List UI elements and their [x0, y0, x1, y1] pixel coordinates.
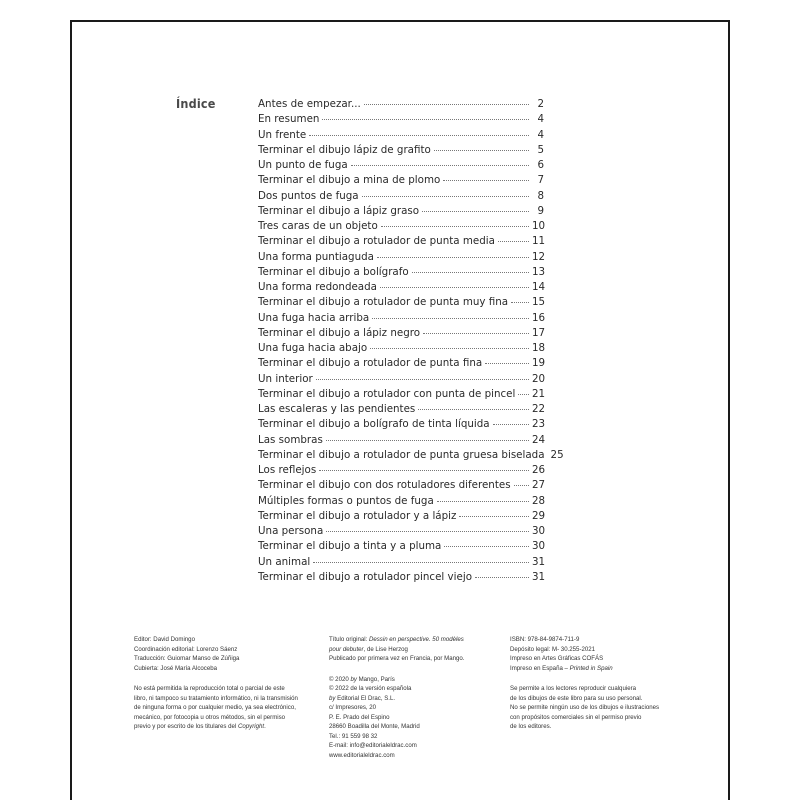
- toc-entry-page: 14: [532, 281, 546, 293]
- toc-dot-leader: [380, 277, 529, 288]
- toc-dot-leader: [475, 567, 529, 578]
- toc-dot-leader: [319, 460, 529, 471]
- toc-entry-page: 18: [532, 342, 546, 354]
- toc-entry-title: Una forma puntiaguda: [258, 250, 374, 263]
- toc-entry-title: Una fuga hacia arriba: [258, 311, 370, 324]
- permission-line: Se permite a los lectores reproducir cualquiera: [510, 685, 636, 692]
- legal-line: mecánico, por fotocopia u otros métodos, sin el permiso: [134, 713, 286, 721]
- toc-entry-page: 29: [532, 509, 546, 522]
- toc-dot-leader: [372, 308, 529, 319]
- toc-dot-leader: [326, 521, 529, 532]
- toc-entry-page: 26: [532, 464, 546, 476]
- toc-entry-page: 21: [532, 387, 546, 400]
- toc-dot-leader: [423, 323, 529, 334]
- toc-entry-page: 10: [532, 220, 546, 232]
- legal-line: de ninguna forma o por cualquier medio, ya sea electrónico,: [134, 704, 296, 711]
- permission-line: No se permite ningún uso de los dibujos e ilustraciones: [510, 704, 660, 711]
- toc-heading: Índice: [176, 96, 216, 111]
- toc-entry-page: 4: [537, 113, 544, 126]
- toc-entry-page: 6: [537, 159, 544, 171]
- toc-entry-title: Un frente: [258, 128, 307, 141]
- toc-dot-leader: [443, 170, 529, 181]
- toc-entry-page: 8: [537, 189, 544, 202]
- toc-dot-leader: [511, 292, 529, 303]
- toc-dot-leader: [498, 231, 529, 242]
- toc-entry-page: 2: [537, 98, 544, 110]
- toc-entry-title: Una forma redondeada: [258, 281, 377, 293]
- legal-deposit: Depósito legal: M- 30.255-2021: [510, 645, 596, 653]
- toc-entry-page: 19: [532, 357, 546, 370]
- toc-entry-title: En resumen: [258, 113, 320, 126]
- toc-entry-page: 15: [532, 296, 546, 309]
- toc-entry-title: Tres caras de un objeto: [258, 220, 378, 232]
- toc-entry-title: Un interior: [258, 372, 313, 385]
- toc-dot-leader: [459, 506, 529, 517]
- toc-entry-title: Terminar el dibujo a bolígrafo: [258, 265, 409, 278]
- toc-dot-leader: [370, 338, 529, 349]
- credits-isbn-column: [510, 635, 700, 732]
- toc-entry-page: 11: [532, 235, 546, 248]
- toc-entry: [258, 432, 544, 447]
- toc-dot-leader: [493, 414, 529, 425]
- toc-entry-title: Terminar el dibujo a bolígrafo de tinta líquida: [258, 418, 490, 431]
- cover-credit: Cubierta: José María Alcoceba: [134, 664, 217, 672]
- toc-entry-page: 30: [532, 525, 546, 537]
- toc-dot-leader: [381, 216, 529, 227]
- toc-entry-title: Antes de empezar...: [258, 98, 361, 110]
- toc-entry-title: Terminar el dibujo a rotulador pincel viejo: [258, 570, 472, 583]
- toc-entry-page: 23: [532, 418, 546, 431]
- toc-entry-title: Terminar el dibujo a rotulador con punta de pincel: [258, 387, 516, 400]
- toc-entry-page: 22: [532, 403, 546, 415]
- email-link[interactable]: E-mail: info@editorialeldrac.com: [329, 742, 417, 749]
- toc-dot-leader: [313, 552, 529, 563]
- credits-editorial-column: [134, 635, 324, 732]
- toc-entry-title: Terminar el dibujo a lápiz graso: [258, 204, 420, 217]
- toc-entry-title: Una persona: [258, 525, 324, 537]
- toc-entry-page: 28: [532, 494, 546, 507]
- toc-entry-page: 7: [537, 174, 544, 187]
- coordination-credit: Coordinación editorial: Lorenzo Sáenz: [134, 645, 238, 653]
- toc-dot-leader: [316, 369, 529, 380]
- phone: Tel.: 91 559 98 32: [329, 732, 378, 740]
- toc-dot-leader: [418, 399, 529, 410]
- website-link[interactable]: www.editorialeldrac.com: [329, 751, 395, 759]
- toc-dot-leader: [362, 186, 529, 197]
- toc-entry-title: Las sombras: [258, 433, 323, 446]
- toc-entry-page: 24: [532, 433, 546, 446]
- printer: Impreso en Artes Gráficas COFÁS: [510, 655, 604, 662]
- first-publication: Publicado por primera vez en Francia, por Mango.: [329, 655, 465, 662]
- publisher-name: by Editorial El Drac, S.L.: [329, 694, 396, 702]
- toc-entry-title: Un punto de fuga: [258, 159, 348, 171]
- toc-entry-page: 12: [532, 250, 546, 263]
- translation-credit: Traducción: Guiomar Manso de Zúñiga: [134, 655, 240, 662]
- toc-entry-title: Las escaleras y las pendientes: [258, 403, 416, 415]
- toc-entry-title: Terminar el dibujo a tinta y a pluma: [258, 540, 442, 553]
- toc-entry-title: Una fuga hacia abajo: [258, 342, 368, 354]
- toc-entry-page: 20: [532, 372, 546, 385]
- toc-entry-title: Un animal: [258, 555, 311, 568]
- toc-dot-leader: [326, 430, 529, 441]
- toc-entry: [258, 569, 544, 584]
- printed-in: Impreso en España – Printed in Spain: [510, 664, 613, 672]
- original-title-line: Título original: Dessin en perspective. 50 modèles: [329, 636, 464, 643]
- toc-dot-leader: [322, 109, 529, 120]
- credits-publisher-column: [329, 635, 509, 760]
- toc-entry-page: 30: [532, 540, 546, 553]
- permission-line: de los editores.: [510, 723, 552, 730]
- toc-dot-leader: [437, 491, 529, 502]
- toc-dot-leader: [514, 475, 529, 486]
- toc-entry: [258, 279, 544, 294]
- toc-entry: [258, 371, 544, 386]
- toc-dot-leader: [377, 247, 529, 258]
- toc-entry-page: 9: [537, 204, 544, 217]
- toc-entry-title: Terminar el dibujo con dos rotuladores diferentes: [258, 479, 511, 492]
- editor-credit: Editor: David Domingo: [134, 636, 195, 643]
- toc-entry-page: 31: [532, 555, 546, 568]
- permission-line: de los dibujos de este libro para su uso personal.: [510, 694, 643, 702]
- copyright-original: © 2020 by Mango, París: [329, 675, 395, 683]
- copyright-spanish: © 2022 de la versión española: [329, 685, 412, 692]
- toc-dot-leader: [412, 262, 529, 273]
- toc-entry-title: Terminar el dibujo a lápiz negro: [258, 326, 421, 339]
- legal-line: libro, ni tampoco su tratamiento informático, ni la transmisión: [134, 694, 298, 702]
- address-line: P. E. Prado del Espino: [329, 713, 390, 721]
- toc-entry-title: Dos puntos de fuga: [258, 189, 359, 202]
- address-line: 28660 Boadilla del Monte, Madrid: [329, 723, 420, 730]
- toc-entry-title: Terminar el dibujo a rotulador de punta gruesa biselada: [258, 448, 545, 461]
- isbn: ISBN: 978-84-9874-711-9: [510, 636, 580, 643]
- toc-entry-page: 5: [537, 143, 544, 156]
- toc-entry-title: Terminar el dibujo a rotulador y a lápiz: [258, 509, 457, 522]
- toc-dot-leader: [422, 201, 529, 212]
- address-line: c/ Impresores, 20: [329, 704, 377, 711]
- legal-line: No está permitida la reproducción total o parcial de este: [134, 685, 285, 692]
- toc-entry-title: Terminar el dibujo a rotulador de punta muy fina: [258, 296, 509, 309]
- permission-line: con propósitos comerciales sin el permiso previo: [510, 713, 642, 721]
- toc-dot-leader: [485, 353, 529, 364]
- toc-dot-leader: [434, 140, 529, 151]
- toc-entry-page: 25: [550, 448, 564, 461]
- toc-dot-leader: [364, 94, 529, 105]
- toc-entry-page: 4: [537, 128, 544, 141]
- toc-entry-title: Terminar el dibujo a mina de plomo: [258, 174, 441, 187]
- toc-dot-leader: [309, 125, 529, 136]
- legal-line: previo y por escrito de los titulares del Copyright.: [134, 723, 266, 730]
- toc-entry-title: Terminar el dibujo lápiz de grafito: [258, 143, 431, 156]
- toc-dot-leader: [444, 536, 529, 547]
- toc-entry-page: 13: [532, 265, 546, 278]
- toc-entry: [258, 462, 544, 477]
- toc-entry-page: 31: [532, 570, 546, 583]
- toc-entry-page: 27: [532, 479, 546, 492]
- toc-dot-leader: [351, 155, 529, 166]
- toc-entry-title: Múltiples formas o puntos de fuga: [258, 494, 434, 507]
- book-page: [70, 20, 730, 800]
- toc-entry-title: Terminar el dibujo a rotulador de punta fina: [258, 357, 483, 370]
- table-of-contents: [258, 96, 564, 584]
- original-title-line: pour debuter, de Lise Herzog: [329, 645, 408, 653]
- toc-entry-page: 16: [532, 311, 546, 324]
- toc-entry-title: Los reflejos: [258, 464, 317, 476]
- toc-entry-page: 17: [532, 326, 546, 339]
- toc-dot-leader: [518, 384, 529, 395]
- toc-entry-title: Terminar el dibujo a rotulador de punta media: [258, 235, 495, 248]
